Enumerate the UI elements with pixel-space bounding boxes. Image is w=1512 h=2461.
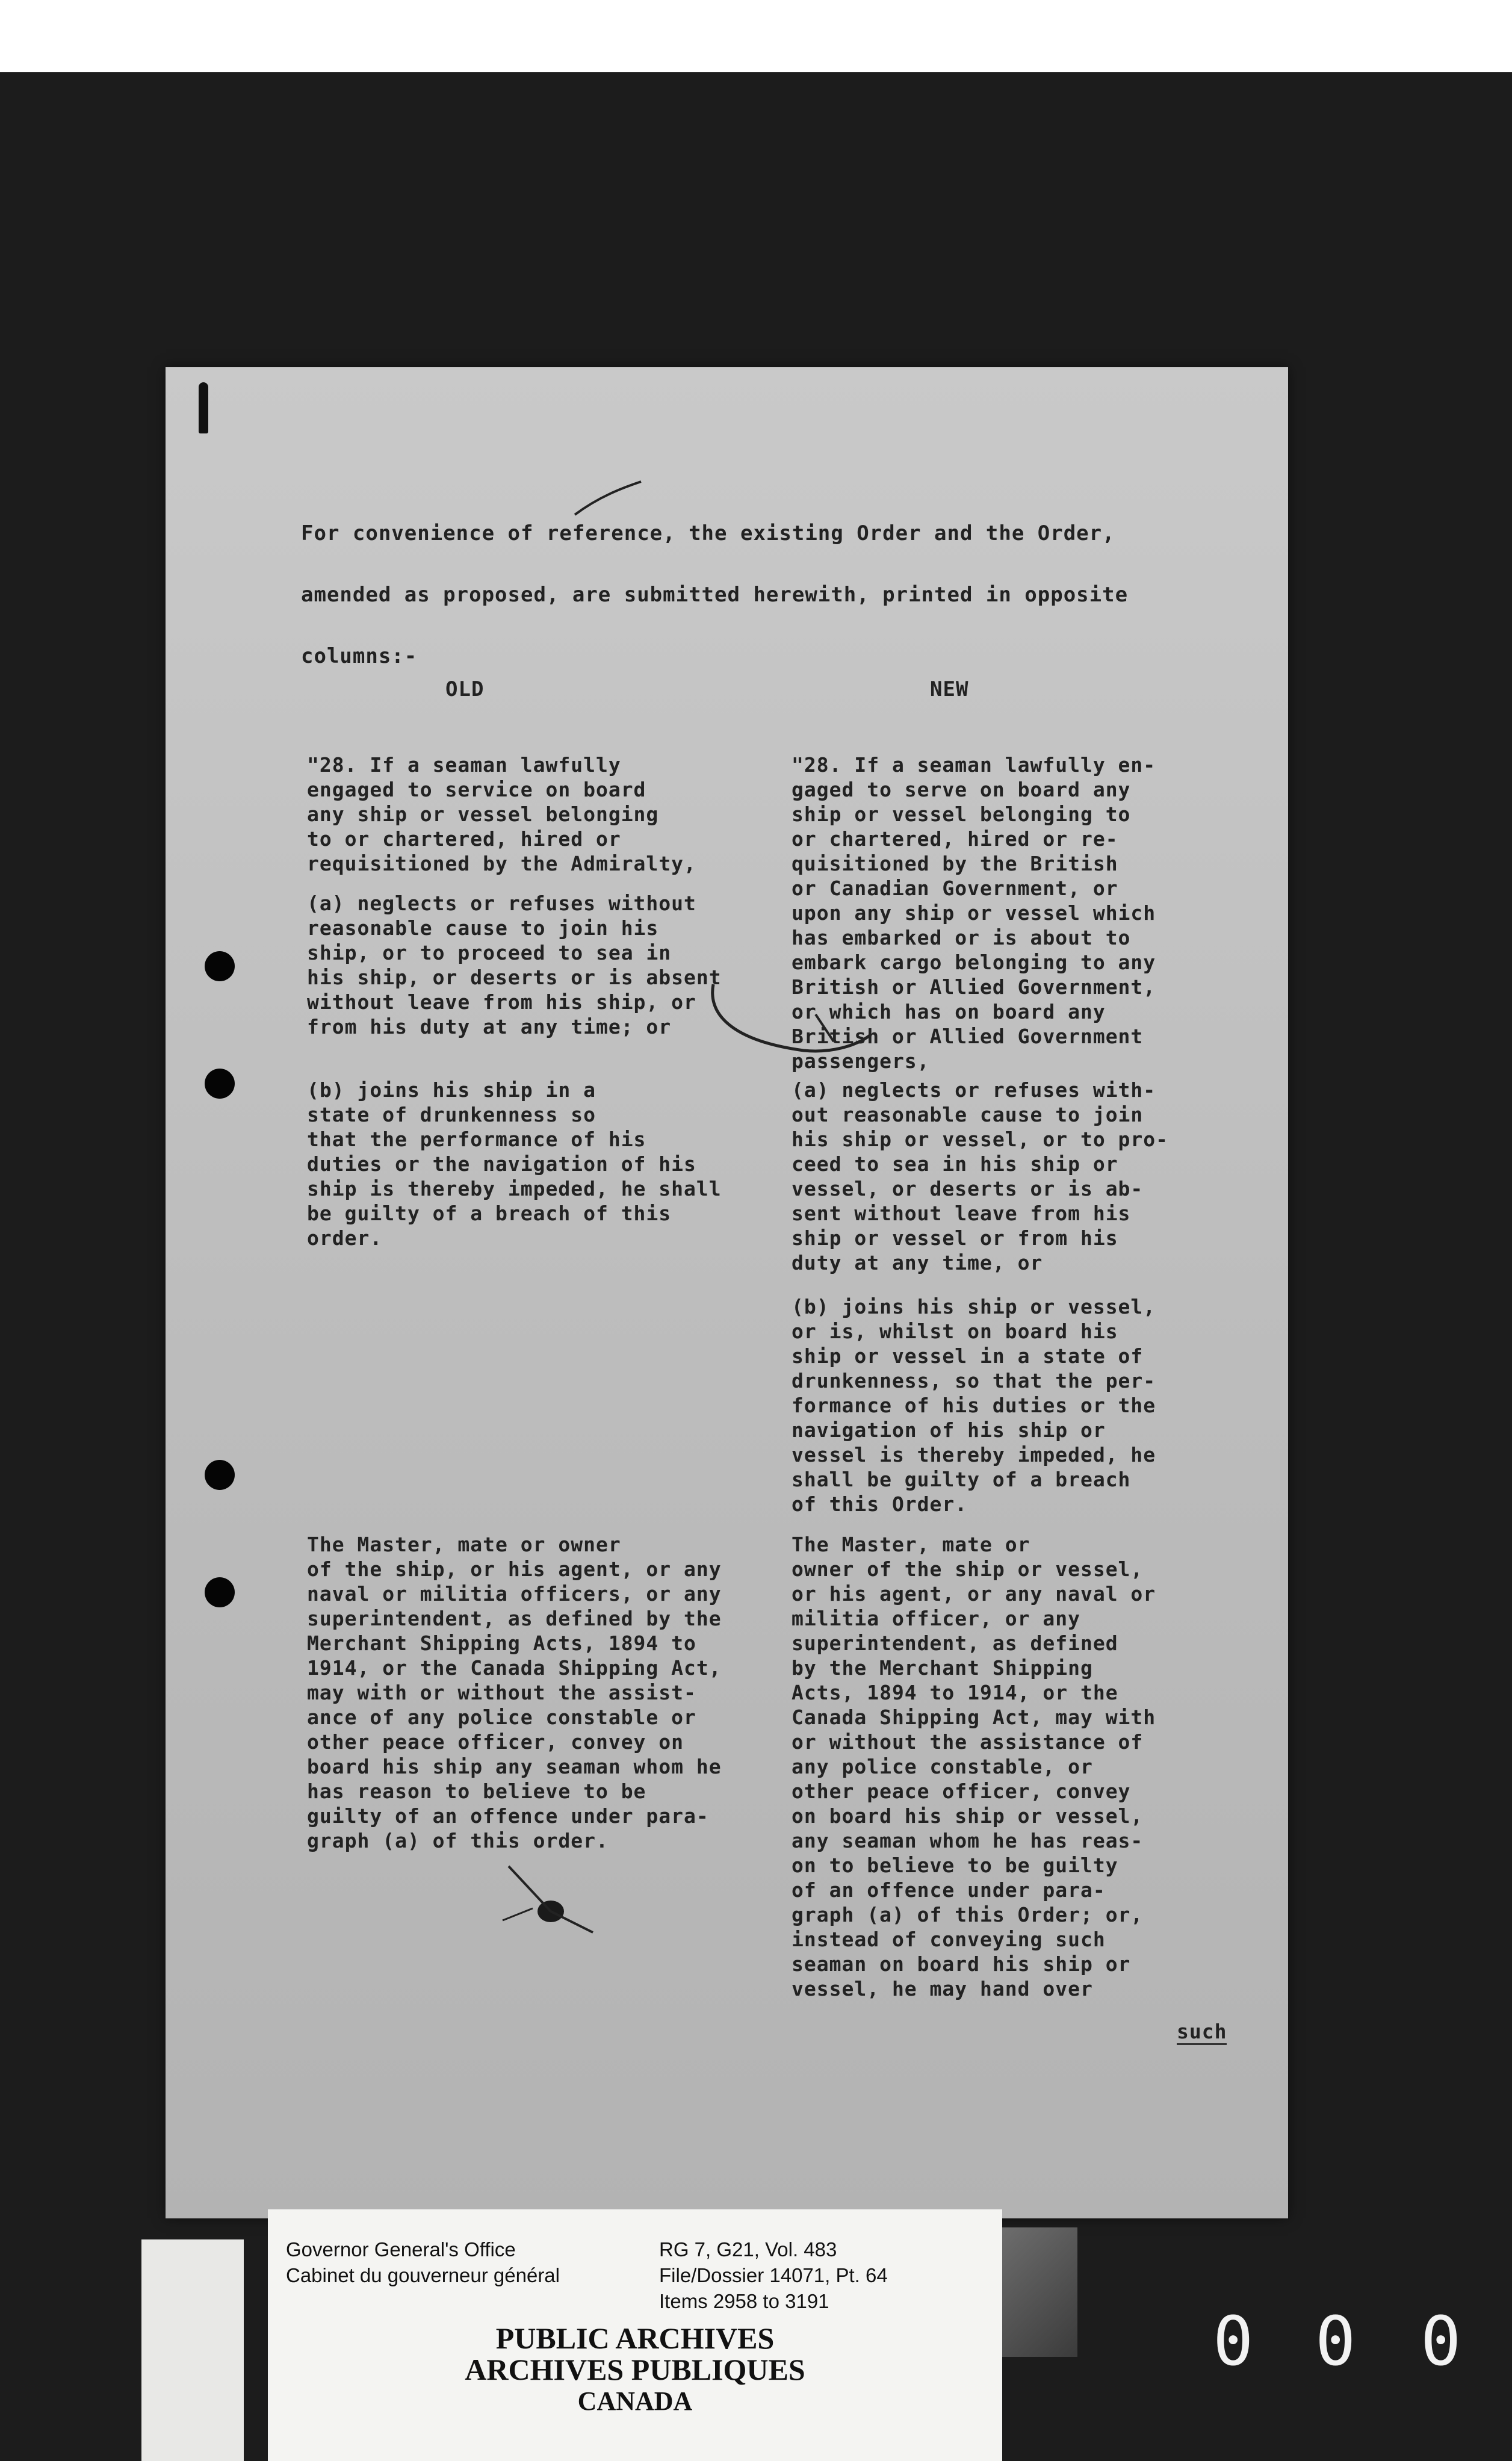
label-shadow-strip — [1002, 2227, 1077, 2357]
frame-digit: 0 — [1213, 2303, 1254, 2381]
new-paragraph-master: The Master, mate or owner of the ship or vessel, or his agent, or any naval or militia officer, or any superintendent, as defined by the Merchant Shipping Acts, 1894 to 1914, or the Canada Shipping Act, may with or without the assistance of any police constable, or other peace officer, convey on board his ship or vessel, any seaman whom he has reas- on to believe to be guilty of an offence under para- graph (a) of this Order; or, instead of conveying such seaman on board his ship or vessel, he may hand over — [792, 1533, 1156, 2000]
canada-heading: CANADA — [577, 2386, 693, 2416]
new-paragraph-28: "28. If a seaman lawfully en- gaged to serve on board any ship or vessel belonging to or chartered, hired or re- quisitioned by the British or Canadian Government, or upon any ship or vessel which has embarked or is about to embark cargo belonging to any British or Allied Government, or which has on board any British or Allied Government passengers, — [792, 753, 1156, 1073]
document-page — [166, 367, 1288, 2218]
frame-digit: 0 — [1315, 2303, 1356, 2381]
label-side-strip — [141, 2239, 244, 2461]
old-paragraph-28: "28. If a seaman lawfully engaged to service on board any ship or vessel belonging to or chartered, hired or requisitioned by the Admiralty, — [307, 753, 696, 875]
archive-label-reference — [659, 2236, 888, 2314]
new-paragraph-b: (b) joins his ship or vessel, or is, whilst on board his ship or vessel in a state of drunkenness, so that the per- formance of his duties or the navigation of his ship or vessel is thereby impeded, he shall be guilty of a breach of this Order. — [792, 1295, 1156, 1516]
office-english: Governor General's Office — [286, 2238, 516, 2261]
catchword: such — [1177, 2020, 1227, 2045]
new-paragraph-a: (a) neglects or refuses with- out reasonable cause to join his ship or vessel, or to pro- ceed to sea in his ship or vessel, or deserts or is ab- sent without leave from his ship or vessel or from his duty at any time, or — [792, 1078, 1169, 1274]
office-french: Cabinet du gouverneur général — [286, 2264, 560, 2286]
old-paragraph-a: (a) neglects or refuses without reasonable cause to join his ship, or to proceed to sea in his ship, or deserts or is absent without leave from his ship, or from his duty at any time; or — [307, 892, 722, 1038]
public-archives-heading: PUBLIC ARCHIVES — [495, 2321, 775, 2355]
old-column-heading: OLD — [445, 677, 485, 701]
old-paragraph-b: (b) joins his ship in a state of drunkenness so that the performance of his duties or the navigation of his ship is thereby impeded, he shall be guilty of a breach of this order. — [307, 1078, 722, 1250]
new-column-heading: NEW — [930, 677, 969, 701]
frame-digit: 0 — [1421, 2303, 1461, 2381]
archives-publiques-heading: ARCHIVES PUBLIQUES — [465, 2353, 805, 2386]
item-range: Items 2958 to 3191 — [659, 2290, 829, 2312]
archive-label-office — [286, 2236, 560, 2288]
handwritten-marks — [166, 367, 1288, 2218]
file-number: File/Dossier 14071, Pt. 64 — [659, 2264, 888, 2286]
intro-paragraph: For convenience of reference, the existing Order and the Order, amended as proposed, are submitted herewith, printed in opposite columns:- — [301, 521, 1129, 668]
record-group: RG 7, G21, Vol. 483 — [659, 2238, 837, 2261]
old-paragraph-master: The Master, mate or owner of the ship, or his agent, or any naval or militia officers, or any superintendent, as defined by the Merchant Shipping Acts, 1894 to 1914, or the Canada Shipping Act, may with or without the assist- ance of any police constable or other peace officer, convey on board his ship any seaman whom he has reason to believe to be guilty of an offence under para- graph (a) of this order. — [307, 1533, 722, 1852]
archive-label — [268, 2209, 1002, 2461]
